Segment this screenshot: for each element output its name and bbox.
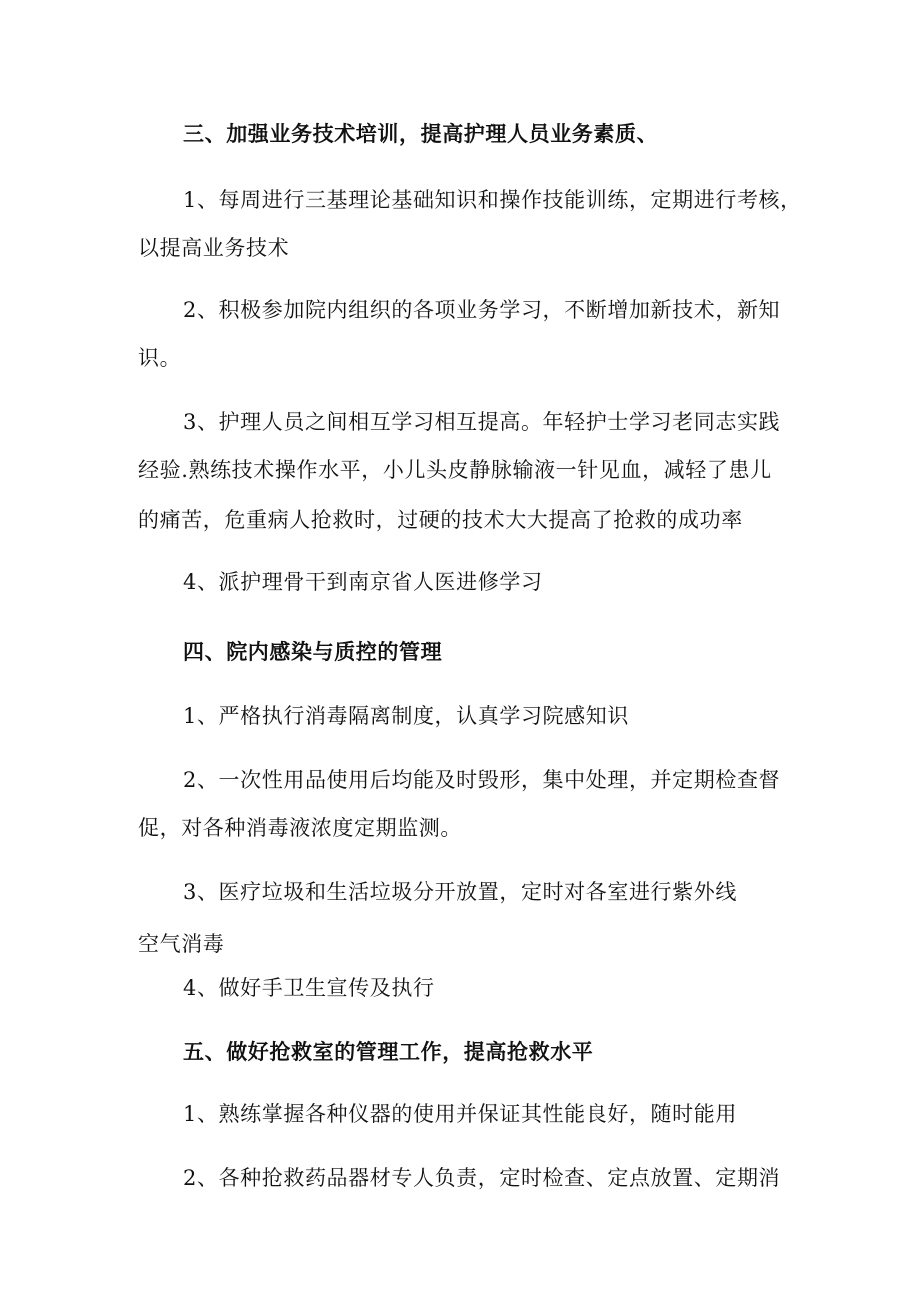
section-3-item-2-line-2: 识。 [138, 346, 182, 370]
section-3-item-1-line-2: 以提高业务技术 [138, 236, 290, 260]
section-5-heading: 五、做好抢救室的管理工作，提高抢救水平 [183, 1039, 594, 1064]
section-3-item-1-line-1: 1、每周进行三基理论基础知识和操作技能训练，定期进行考核， [183, 188, 802, 212]
section-4-item-1-line-1: 1、严格执行消毒隔离制度，认真学习院感知识 [183, 704, 629, 728]
section-4-item-2-line-2: 促，对各种消毒液浓度定期监测。 [138, 816, 462, 840]
section-4-item-2-line-1: 2、一次性用品使用后均能及时毁形，集中处理，并定期检查督 [183, 768, 781, 792]
section-5-item-1-line-1: 1、熟练掌握各种仪器的使用并保证其性能良好，随时能用 [183, 1102, 737, 1126]
section-4-item-3-line-2: 空气消毒 [138, 932, 225, 956]
section-4-heading: 四、院内感染与质控的管理 [183, 639, 443, 664]
section-4-item-3-line-1: 3、医疗垃圾和生活垃圾分开放置，定时对各室进行紫外线 [183, 880, 737, 904]
section-3-heading: 三、加强业务技术培训，提高护理人员业务素质、 [183, 121, 659, 146]
section-3-item-4-line-1: 4、派护理骨干到南京省人医进修学习 [183, 570, 543, 594]
section-4-item-4-line-1: 4、做好手卫生宣传及执行 [183, 976, 435, 1000]
section-5-item-2-line-1: 2、各种抢救药品器材专人负责，定时检查、定点放置、定期消 [183, 1166, 781, 1190]
section-3-item-3-line-3: 的痛苦，危重病人抢救时，过硬的技术大大提高了抢救的成功率 [138, 508, 743, 532]
section-3-item-2-line-1: 2、积极参加院内组织的各项业务学习，不断增加新技术，新知 [183, 298, 781, 322]
section-3-item-3-line-2: 经验.熟练技术操作水平，小儿头皮静脉输液一针见血，减轻了患儿 [138, 458, 772, 482]
section-3-item-3-line-1: 3、护理人员之间相互学习相互提高。年轻护士学习老同志实践 [183, 410, 781, 434]
